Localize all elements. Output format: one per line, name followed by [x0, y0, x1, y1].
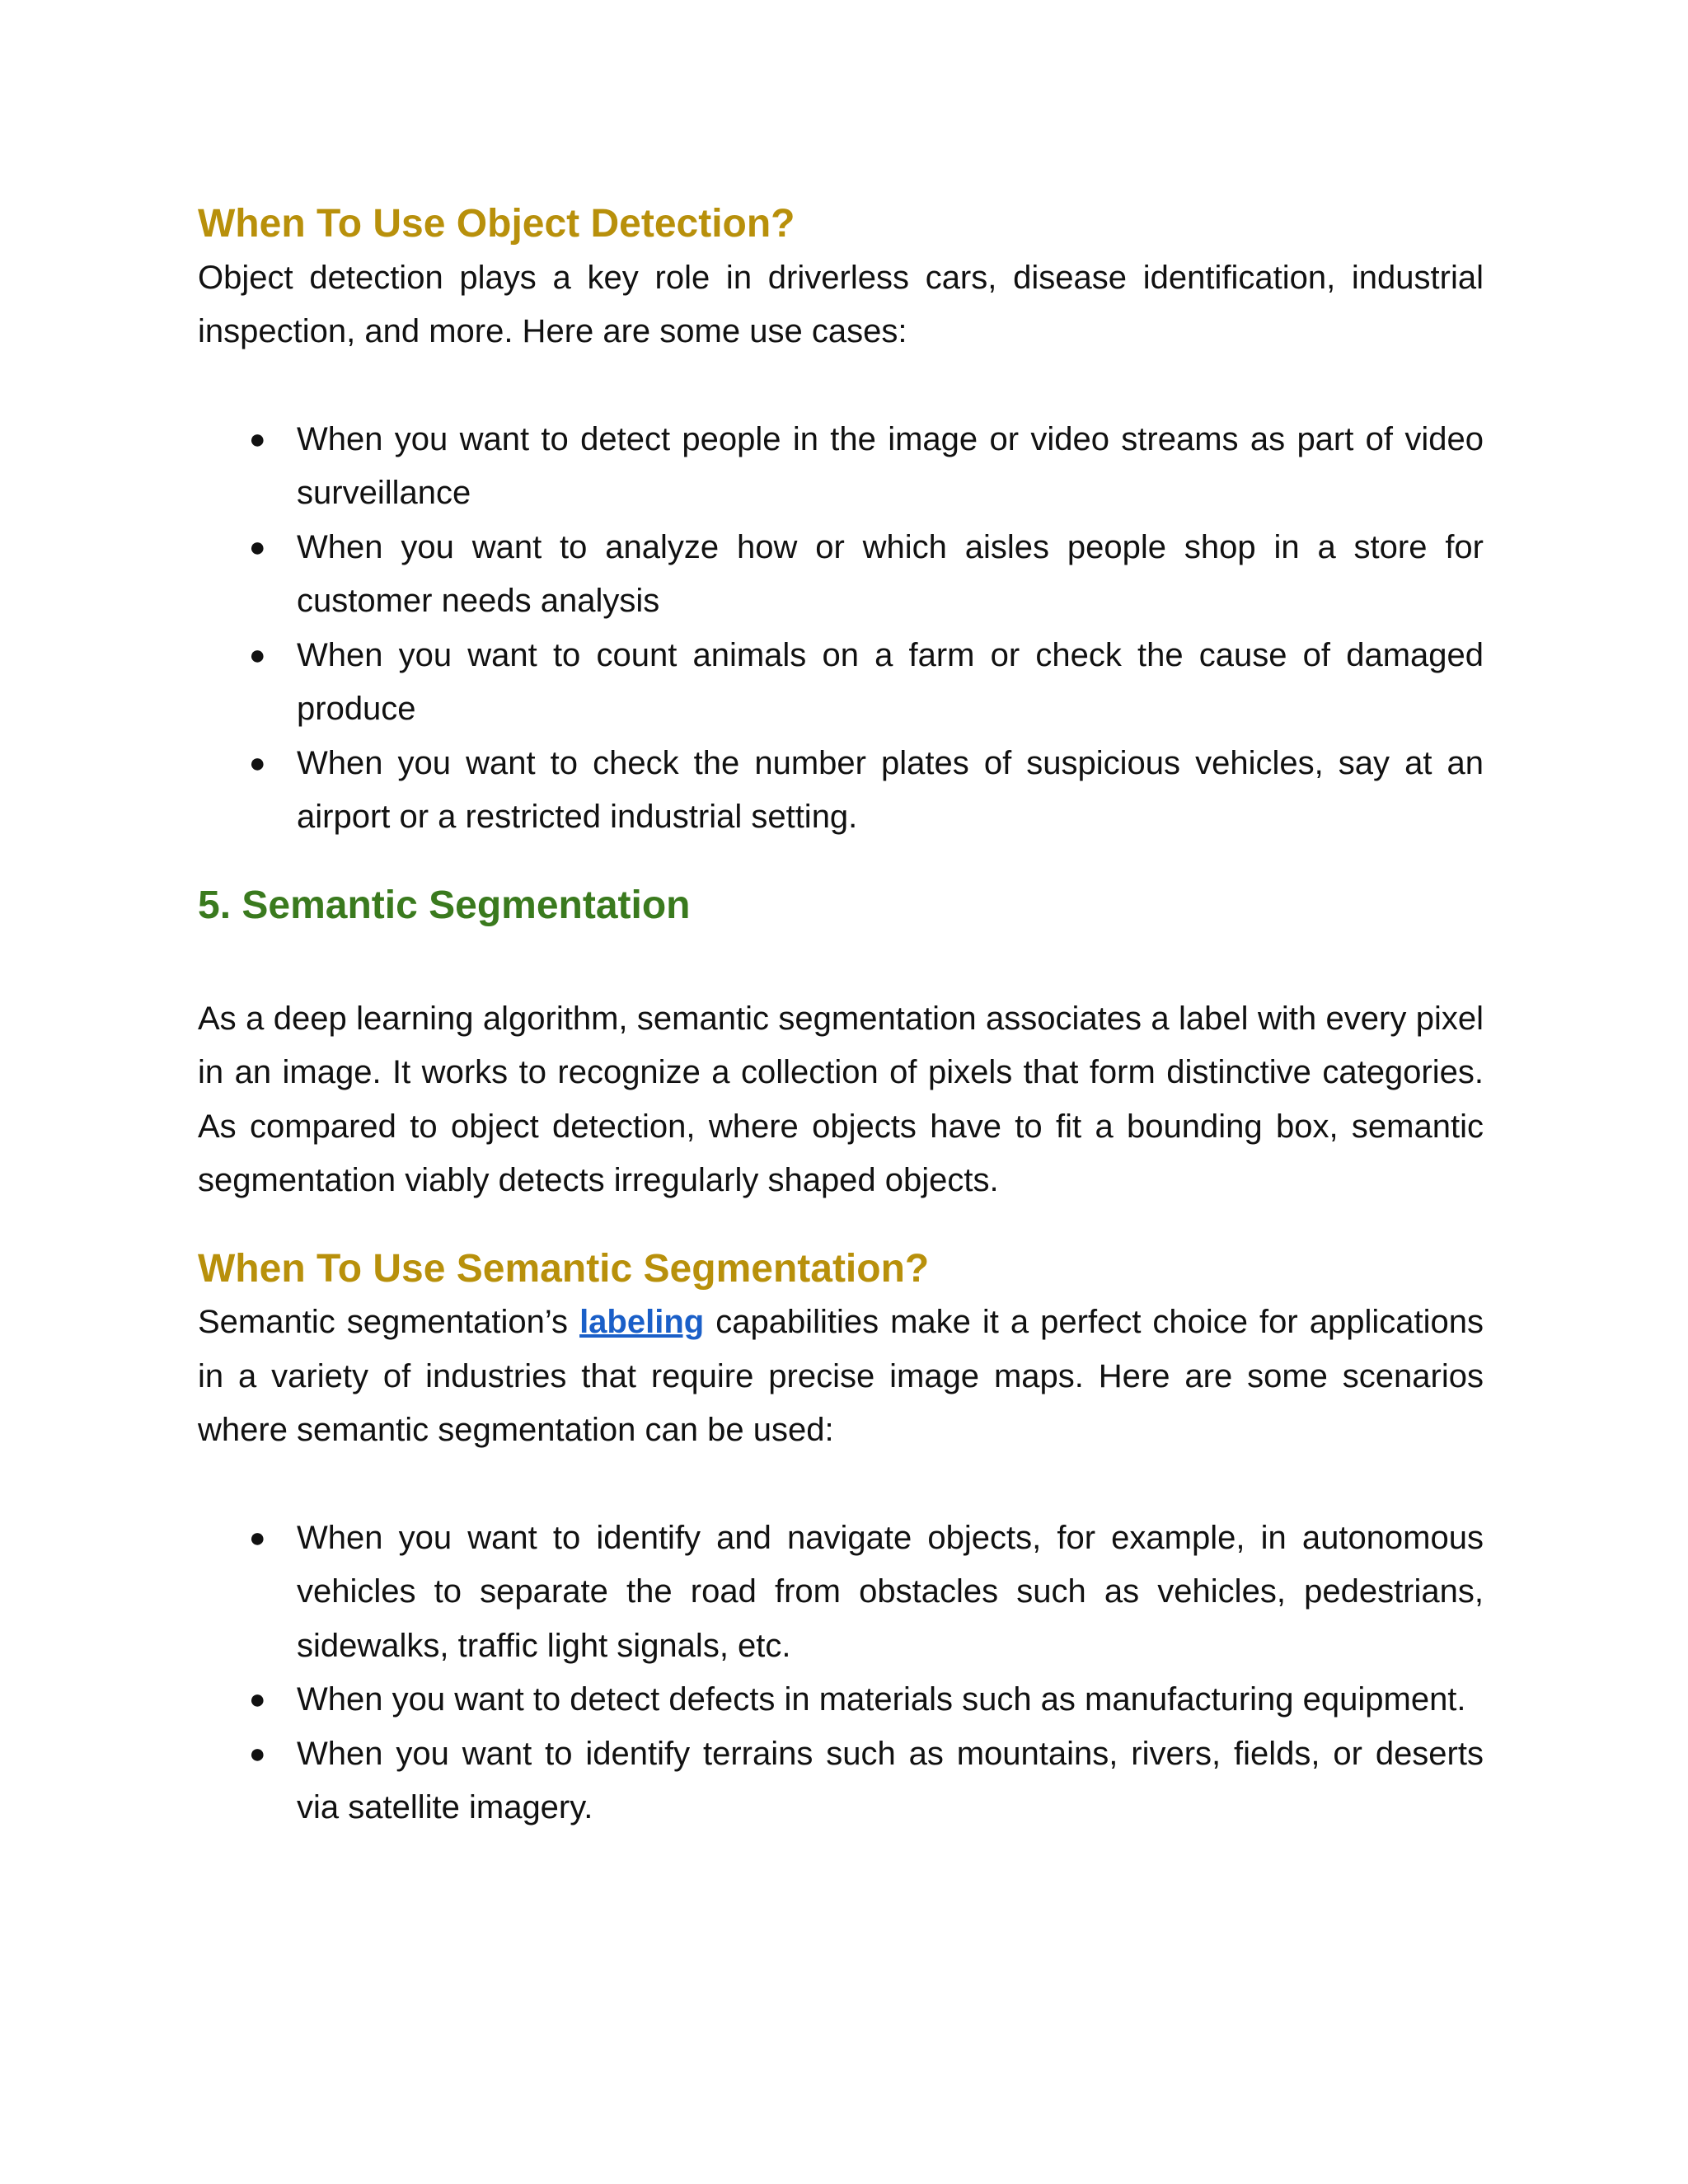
object-detection-intro: Object detection plays a key role in driverless cars, disease identification, industrial inspection, and more. Here are some use cases: — [198, 259, 1484, 350]
semantic-segmentation-use-cases — [198, 1511, 1484, 1835]
bullet-icon: ● — [249, 747, 266, 779]
object-detection-use-cases — [198, 413, 1484, 845]
list-item: ● When you want to check the number plates of suspicious vehicles, say at an airport or a restricted industrial setting. — [198, 737, 1484, 845]
heading-when-to-use-object-detection: When To Use Object Detection? — [198, 202, 795, 246]
list-item: ● When you want to analyze how or which aisles people shop in a store for customer needs analysis — [198, 521, 1484, 629]
list-item: ● When you want to identify and navigate objects, for example, in autonomous vehicles to separate the road from obstacles such as vehicles, pedestrians, sidewalks, traffic light signals, etc. — [198, 1511, 1484, 1674]
bullet-icon: ● — [249, 531, 266, 563]
list-item: ● When you want to detect defects in materials such as manufacturing equipment. — [198, 1673, 1484, 1727]
document-page — [198, 198, 1484, 1835]
semantic-segmentation-intro: Semantic segmentation’s labeling capabilities make it a perfect choice for applications in a variety of industries that require precise image maps. Here are some scenarios where semantic segmentation can be used: — [198, 1304, 1484, 1449]
list-item: ● When you want to count animals on a farm or check the cause of damaged produce — [198, 629, 1484, 737]
bullet-icon: ● — [249, 423, 266, 455]
bullet-icon: ● — [249, 639, 266, 671]
heading-when-to-use-semantic-segmentation: When To Use Semantic Segmentation? — [198, 1246, 930, 1291]
labeling-link[interactable]: labeling — [579, 1304, 705, 1341]
semantic-segmentation-description: As a deep learning algorithm, semantic segmentation associates a label with every pixel in an image. It works to recognize a collection of pixels that form distinctive categories. As compared to object detection, where objects have to fit a bounding box, semantic segmentation viably detects irregularly shaped objects. — [198, 1000, 1484, 1199]
bullet-icon: ● — [249, 1521, 266, 1554]
bullet-icon: ● — [249, 1737, 266, 1769]
list-item: ● When you want to detect people in the image or video streams as part of video surveillance — [198, 413, 1484, 521]
heading-semantic-segmentation: 5. Semantic Segmentation — [198, 883, 691, 927]
bullet-icon: ● — [249, 1684, 266, 1716]
list-item: ● When you want to identify terrains such as mountains, rivers, fields, or deserts via satellite imagery. — [198, 1727, 1484, 1835]
